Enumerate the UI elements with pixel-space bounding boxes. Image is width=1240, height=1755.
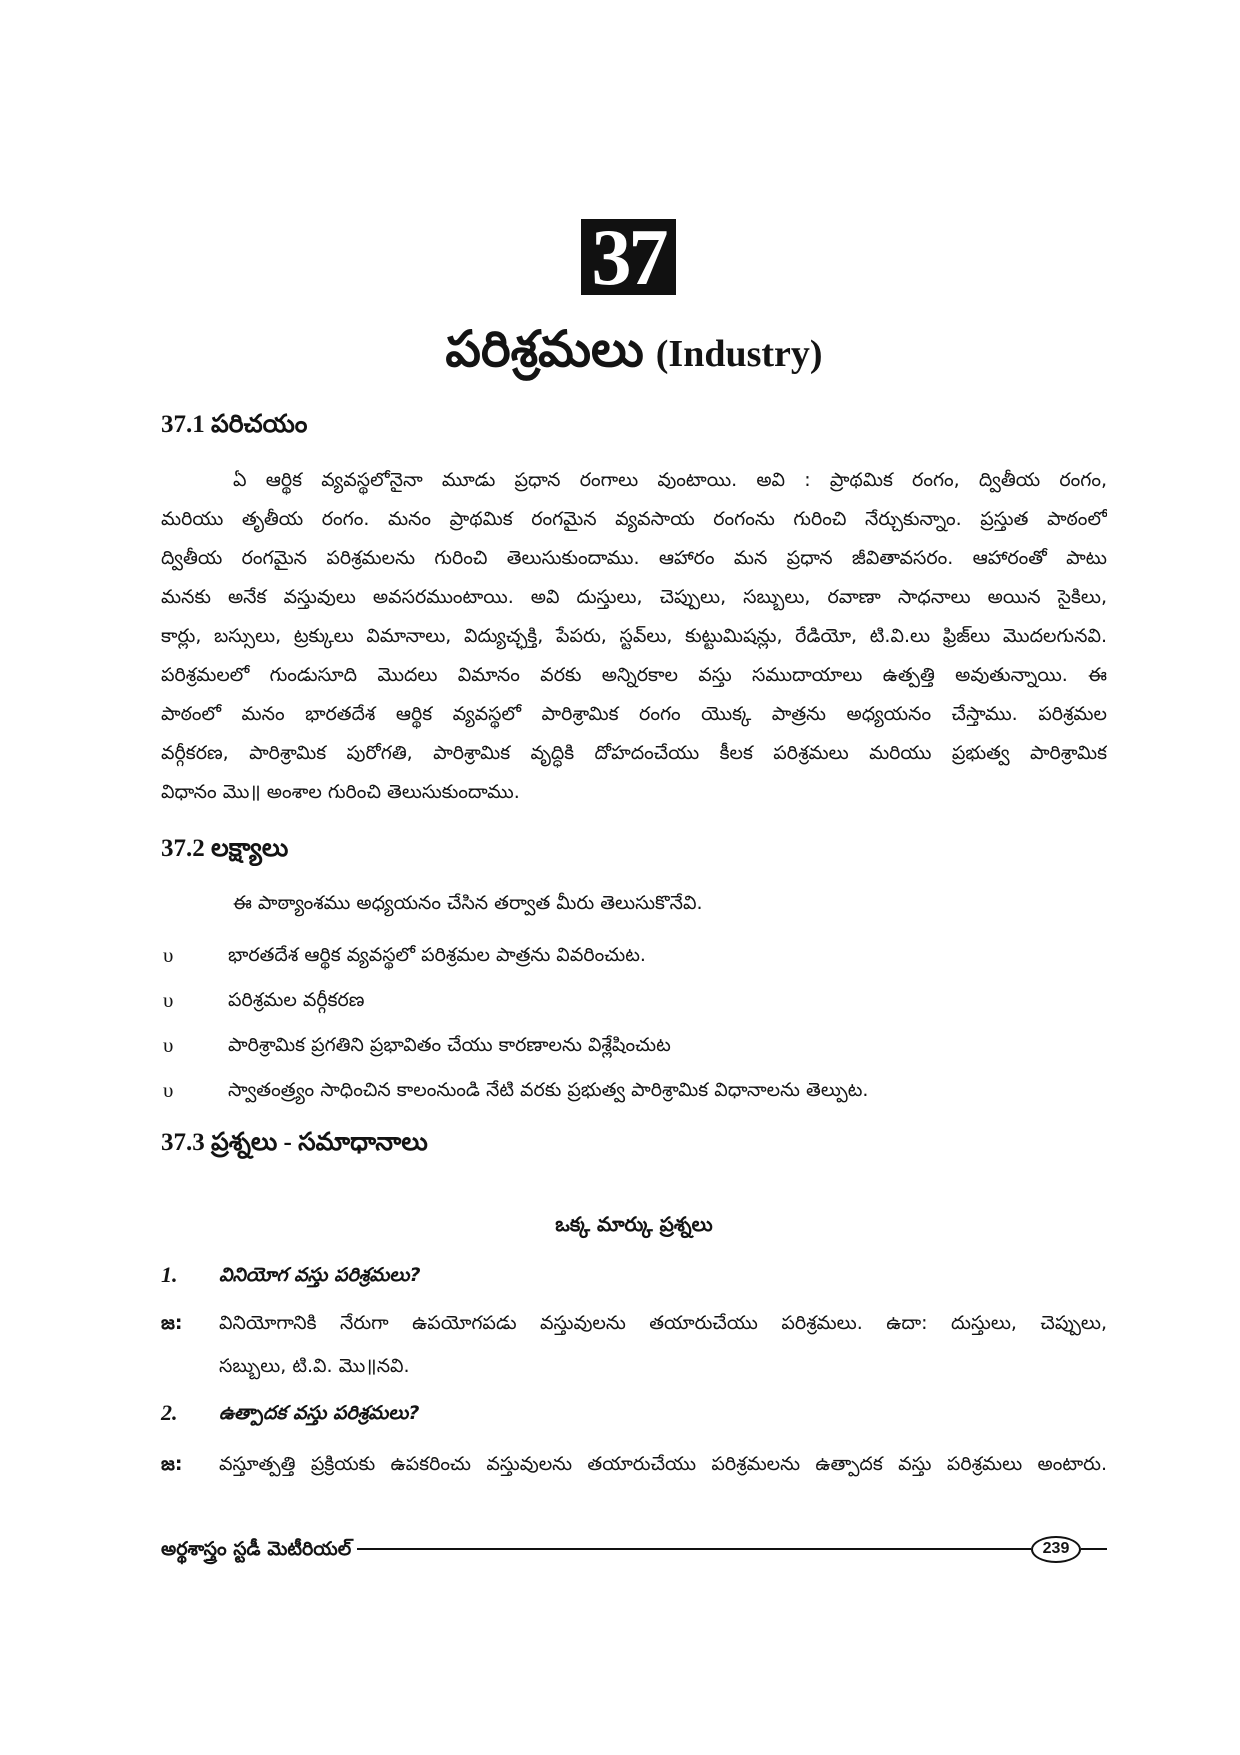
list-item: [161, 978, 1107, 1023]
answer-label: జ:: [161, 1453, 183, 1475]
paragraph-line: విధానం మొ॥ అంశాల గురించి తెలుసుకుందాము.: [161, 781, 520, 803]
answer-row: [161, 1302, 1107, 1388]
paragraph-line: ద్వితీయ రంగమైన పరిశ్రమలను గురించి తెలుసుకుందాము. ఆహారం మన ప్రధాన జీవితావసరం. ఆహారంతో పాటు: [161, 547, 1107, 569]
paragraph-line: ఏ ఆర్థిక వ్యవస్థలోనైనా మూడు ప్రధాన రంగాలు వుంటాయి. అవి : ప్రాథమిక రంగం, ద్వితీయ రంగం,: [233, 469, 1107, 491]
page-number-oval: [1031, 1536, 1081, 1563]
list-item: [161, 1068, 1107, 1113]
paragraph-line: మరియు తృతీయ రంగం. మనం ప్రాథమిక రంగమైన వ్యవసాయ రంగంను గురించి నేర్చుకున్నాం. ప్రస్తుత పాఠంలో: [161, 508, 1107, 530]
section-heading-objectives: 37.2 లక్ష్యాలు: [161, 835, 289, 862]
answer-line: వస్తూత్పత్తి ప్రక్రియకు ఉపకరించు వస్తువులను తయారుచేయు పరిశ్రమలను ఉత్పాదక వస్తు పరిశ్రమలు అంటారు.: [219, 1453, 1107, 1475]
question-text: వినియోగ వస్తు పరిశ్రమలు?: [219, 1264, 421, 1286]
bullet-marker: υ: [163, 988, 174, 1012]
chapter-number-box: 37: [581, 219, 676, 295]
introduction-paragraph: [161, 461, 1107, 812]
question-text: ఉత్పాదక వస్తు పరిశ్రమలు?: [219, 1402, 420, 1424]
paragraph-line: వర్గీకరణ, పారిశ్రామిక పురోగతి, పారిశ్రామిక వృద్ధికి దోహదంచేయు కీలక పరిశ్రమలు మరియు ప్రభుత్వ పారిశ్రామిక: [161, 742, 1107, 764]
chapter-title-english: (Industry): [655, 333, 823, 375]
answer-text: [219, 1443, 1107, 1486]
objectives-intro: ఈ పాఠ్యాంశము అధ్యయనం చేసిన తర్వాత మీరు తెలుసుకొనేవి.: [233, 892, 703, 914]
answer-text: [219, 1302, 1107, 1388]
chapter-title-telugu: పరిశ్రమలు: [445, 320, 644, 378]
answer-label: జ:: [161, 1312, 183, 1334]
footer-rule-end: [1081, 1548, 1107, 1550]
section-heading-introduction: 37.1 పరిచయం: [161, 411, 308, 438]
list-item-text: స్వాతంత్ర్యం సాధించిన కాలంనుండి నేటి వరకు ప్రభుత్వ పారిశ్రామిక విధానాలను తెల్పుట.: [228, 1079, 869, 1101]
bullet-marker: υ: [163, 1078, 174, 1102]
one-mark-questions-subheading: ఒక్క మార్కు ప్రశ్నలు: [555, 1212, 713, 1236]
bullet-marker: υ: [163, 943, 174, 967]
question-row: [161, 1394, 1107, 1432]
list-item: [161, 933, 1107, 978]
page-footer: [161, 1532, 1107, 1566]
list-item: [161, 1023, 1107, 1068]
paragraph-line: మనకు అనేక వస్తువులు అవసరముంటాయి. అవి దుస్తులు, చెప్పులు, సబ్బులు, రవాణా సాధనాలు అయిన సైకిలు,: [161, 586, 1107, 608]
paragraph-line: పరిశ్రమలలో గుండుసూది మొదలు విమానం వరకు అన్నిరకాల వస్తు సముదాయాలు ఉత్పత్తి అవుతున్నాయి. ఈ: [161, 664, 1107, 686]
answer-line: సబ్బులు, టి.వి. మొ॥నవి.: [219, 1355, 410, 1377]
chapter-title: [161, 314, 1107, 384]
footer-rule: [357, 1548, 1031, 1550]
list-item-text: పరిశ్రమల వర్గీకరణ: [228, 989, 365, 1011]
list-item-text: పారిశ్రామిక ప్రగతిని ప్రభావితం చేయు కారణాలను విశ్లేషించుట: [228, 1034, 671, 1056]
objectives-list: [161, 933, 1107, 1113]
footer-book-title: అర్థశాస్త్రం స్టడీ మెటీరియల్: [161, 1538, 352, 1560]
paragraph-line: కార్లు, బస్సులు, ట్రక్కులు విమానాలు, విద్యుచ్ఛక్తి, పేపరు, స్టవ్‌లు, కుట్టుమిషన్లు, రేడియో, టి.వి.లు ఫ్రిజ్‌లు మొదలగునవి.: [161, 625, 1107, 647]
section-heading-questions-answers: 37.3 ప్రశ్నలు - సమాధానాలు: [161, 1129, 428, 1156]
question-number: 1.: [161, 1262, 178, 1287]
bullet-marker: υ: [163, 1033, 174, 1057]
question-number: 2.: [161, 1400, 178, 1425]
answer-line: వినియోగానికి నేరుగా ఉపయోగపడు వస్తువులను తయారుచేయు పరిశ్రమలు. ఉదా: దుస్తులు, చెప్పులు,: [219, 1312, 1107, 1334]
page-number: 239: [1042, 1540, 1070, 1557]
paragraph-line: పాఠంలో మనం భారతదేశ ఆర్థిక వ్యవస్థలో పారిశ్రామిక రంగం యొక్క పాత్రను అధ్యయనం చేస్తాము. పరిశ్రమల: [161, 703, 1107, 725]
answer-row: [161, 1443, 1107, 1486]
question-row: [161, 1256, 1107, 1294]
list-item-text: భారతదేశ ఆర్థిక వ్యవస్థలో పరిశ్రమల పాత్రను వివరించుట.: [228, 944, 646, 966]
